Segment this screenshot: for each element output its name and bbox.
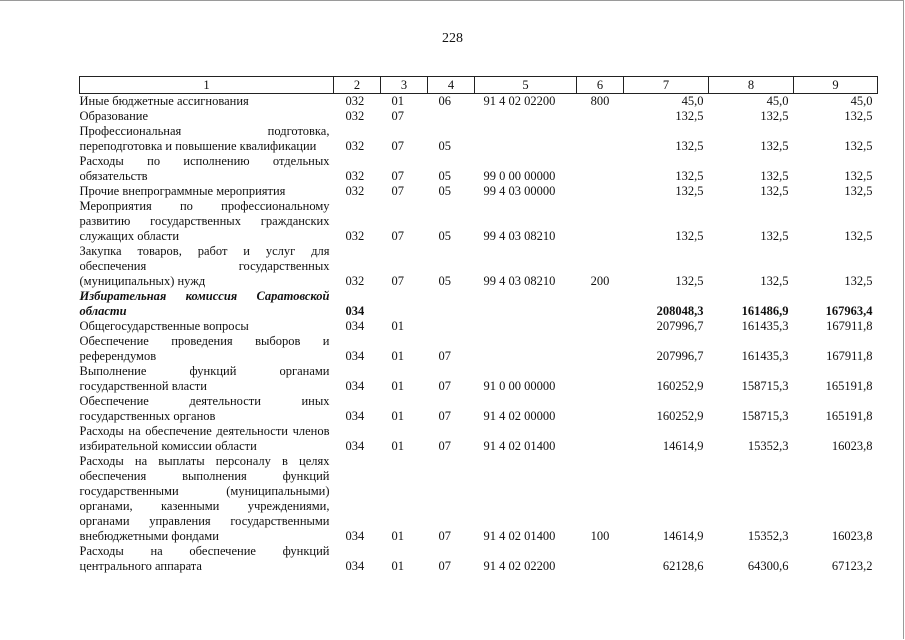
header-cell: 3 <box>381 77 428 94</box>
header-cell: 6 <box>577 77 624 94</box>
row-amount-col8-cell: 158715,3 <box>741 409 789 423</box>
row-ved-cell: 034 <box>345 529 365 543</box>
row-amount-col8-cell: 64300,6 <box>747 559 789 573</box>
table-row <box>80 109 878 124</box>
row-ved-cell: 032 <box>345 274 365 288</box>
row-amount-col9-cell: 167963,4 <box>825 304 873 318</box>
row-section-cell: 07 <box>391 139 404 153</box>
row-target-code-cell: 91 0 00 00000 <box>483 379 556 393</box>
row-amount-col7-cell: 132,5 <box>675 229 704 243</box>
row-name-cell: Обеспечение проведения выборов и референдумов <box>79 334 330 363</box>
row-amount-col9-cell: 167911,8 <box>826 319 873 333</box>
row-name-cell: Обеспечение деятельности иных государственных органов <box>79 394 330 423</box>
row-section-cell: 07 <box>391 184 404 198</box>
header-cell: 5 <box>475 77 577 94</box>
row-target-code-cell: 91 4 02 00000 <box>483 409 556 423</box>
row-expense-type-cell <box>577 289 624 319</box>
header-cell: 8 <box>709 77 794 94</box>
row-section-cell: 01 <box>391 379 404 393</box>
row-name-cell: Прочие внепрограммные мероприятия <box>79 184 286 198</box>
row-amount-col8-cell: 132,5 <box>760 229 789 243</box>
row-amount-col8-cell: 45,0 <box>766 94 789 108</box>
row-name-cell: Расходы по исполнению отдельных обязательств <box>79 154 330 183</box>
row-expense-type-cell <box>577 394 624 424</box>
row-ved-cell: 032 <box>345 184 365 198</box>
table-row <box>80 289 878 319</box>
row-section-cell: 01 <box>391 439 404 453</box>
row-amount-col9-cell: 16023,8 <box>831 529 873 543</box>
row-amount-col7-cell: 132,5 <box>675 169 704 183</box>
row-amount-col8-cell: 15352,3 <box>747 529 789 543</box>
row-name-cell: Общегосударственные вопросы <box>79 319 249 333</box>
row-section-cell: 01 <box>391 94 404 108</box>
row-ved-cell: 034 <box>345 319 365 333</box>
row-name-cell: Закупка товаров, работ и услуг для обеспечения государственных (муниципальных) нужд <box>79 244 330 288</box>
header-cell: 1 <box>80 77 334 94</box>
row-amount-col7-cell: 207996,7 <box>656 349 704 363</box>
row-amount-col7-cell: 208048,3 <box>656 304 704 318</box>
row-expense-type-cell <box>577 184 624 199</box>
row-expense-type-cell <box>577 154 624 184</box>
row-name-cell: Иные бюджетные ассигнования <box>79 94 249 108</box>
header-cell: 9 <box>794 77 878 94</box>
row-expense-type-cell: 800 <box>590 94 610 108</box>
row-name-cell: Образование <box>79 109 149 123</box>
row-subsection-cell: 05 <box>438 274 451 288</box>
row-target-code-cell <box>475 109 577 124</box>
row-expense-type-cell <box>577 199 624 244</box>
row-section-cell: 07 <box>391 109 404 123</box>
row-amount-col8-cell: 132,5 <box>760 274 789 288</box>
table-row <box>80 124 878 154</box>
row-amount-col7-cell: 132,5 <box>675 184 704 198</box>
row-name-cell: Расходы на выплаты персоналу в целях обеспечения выполнения функций государственными (муниципальными) органами, казенными учреждениями, органами управления государственными внебюджетными фондами <box>79 454 330 543</box>
row-target-code-cell: 99 4 03 08210 <box>483 274 556 288</box>
row-expense-type-cell <box>577 319 624 334</box>
row-amount-col8-cell: 132,5 <box>760 139 789 153</box>
table-row <box>80 394 878 424</box>
row-expense-type-cell <box>577 424 624 454</box>
row-expense-type-cell <box>577 364 624 394</box>
row-target-code-cell <box>475 319 577 334</box>
row-amount-col9-cell: 132,5 <box>844 169 873 183</box>
header-cell: 2 <box>334 77 381 94</box>
row-ved-cell: 034 <box>345 304 365 318</box>
row-ved-cell: 032 <box>345 109 365 123</box>
row-section-cell: 01 <box>391 559 404 573</box>
page-number: 228 <box>442 31 463 46</box>
row-amount-col8-cell: 161486,9 <box>741 304 789 318</box>
row-amount-col9-cell: 167911,8 <box>826 349 873 363</box>
row-ved-cell: 034 <box>345 439 365 453</box>
row-name-cell: Расходы на обеспечение функций центрального аппарата <box>79 544 330 573</box>
row-ved-cell: 032 <box>345 94 365 108</box>
row-amount-col8-cell: 158715,3 <box>741 379 789 393</box>
row-section-cell: 07 <box>391 229 404 243</box>
row-amount-col7-cell: 45,0 <box>681 94 704 108</box>
row-section-cell: 01 <box>391 319 404 333</box>
table-row <box>80 184 878 199</box>
table-body <box>80 94 878 575</box>
row-target-code-cell <box>475 334 577 364</box>
table-row <box>80 154 878 184</box>
row-amount-col7-cell: 14614,9 <box>662 439 704 453</box>
row-target-code-cell: 99 4 03 00000 <box>483 184 556 198</box>
row-target-code-cell: 99 0 00 00000 <box>483 169 556 183</box>
row-ved-cell: 032 <box>345 169 365 183</box>
row-expense-type-cell: 200 <box>590 274 610 288</box>
row-name-cell: Расходы на обеспечение деятельности членов избирательной комиссии области <box>79 424 330 453</box>
row-amount-col7-cell: 132,5 <box>675 139 704 153</box>
row-subsection-cell: 06 <box>438 94 451 108</box>
header-cell: 7 <box>624 77 709 94</box>
row-amount-col8-cell: 15352,3 <box>747 439 789 453</box>
row-subsection-cell: 07 <box>438 529 451 543</box>
row-amount-col9-cell: 132,5 <box>844 229 873 243</box>
row-subsection-cell: 05 <box>438 184 451 198</box>
row-amount-col9-cell: 165191,8 <box>825 379 873 393</box>
row-amount-col9-cell: 132,5 <box>844 274 873 288</box>
row-target-code-cell: 91 4 02 01400 <box>483 529 556 543</box>
row-amount-col7-cell: 160252,9 <box>656 379 704 393</box>
row-amount-col8-cell: 132,5 <box>760 109 789 123</box>
row-ved-cell: 034 <box>345 409 365 423</box>
row-amount-col9-cell: 132,5 <box>844 109 873 123</box>
row-amount-col9-cell: 45,0 <box>850 94 873 108</box>
row-amount-col7-cell: 160252,9 <box>656 409 704 423</box>
row-target-code-cell <box>475 124 577 154</box>
row-amount-col7-cell: 207996,7 <box>656 319 704 333</box>
row-subsection-cell <box>428 109 475 124</box>
row-amount-col9-cell: 16023,8 <box>831 439 873 453</box>
row-amount-col7-cell: 132,5 <box>675 274 704 288</box>
row-subsection-cell: 05 <box>438 139 451 153</box>
row-subsection-cell: 07 <box>438 409 451 423</box>
row-target-code-cell <box>475 289 577 319</box>
row-ved-cell: 034 <box>345 559 365 573</box>
row-amount-col9-cell: 165191,8 <box>825 409 873 423</box>
table-row <box>80 364 878 394</box>
table-row <box>80 319 878 334</box>
row-subsection-cell: 07 <box>438 439 451 453</box>
row-name-cell: Выполнение функций органами государственной власти <box>79 364 330 393</box>
table-row <box>80 244 878 289</box>
table-row <box>80 544 878 574</box>
table-row <box>80 334 878 364</box>
row-name-cell: Мероприятия по профессиональному развитию государственных гражданских служащих области <box>79 199 330 243</box>
row-amount-col7-cell: 14614,9 <box>662 529 704 543</box>
row-section-cell: 01 <box>391 529 404 543</box>
row-expense-type-cell <box>577 544 624 574</box>
row-target-code-cell: 91 4 02 02200 <box>483 559 556 573</box>
row-amount-col8-cell: 132,5 <box>760 169 789 183</box>
row-section-cell: 01 <box>391 409 404 423</box>
table-row <box>80 199 878 244</box>
table-row <box>80 424 878 454</box>
row-section-cell <box>381 289 428 319</box>
row-amount-col7-cell: 62128,6 <box>662 559 704 573</box>
table-row <box>80 454 878 544</box>
row-subsection-cell: 05 <box>438 169 451 183</box>
row-ved-cell: 032 <box>345 139 365 153</box>
row-section-cell: 01 <box>391 349 404 363</box>
table-header-row <box>80 77 878 94</box>
row-ved-cell: 034 <box>345 379 365 393</box>
row-subsection-cell: 05 <box>438 229 451 243</box>
budget-table <box>79 76 878 574</box>
row-target-code-cell: 91 4 02 01400 <box>483 439 556 453</box>
row-name-cell: Избирательная комиссия Саратовской области <box>79 289 330 318</box>
row-amount-col8-cell: 132,5 <box>760 184 789 198</box>
row-expense-type-cell <box>577 109 624 124</box>
header-cell: 4 <box>428 77 475 94</box>
row-amount-col9-cell: 67123,2 <box>831 559 873 573</box>
row-expense-type-cell <box>577 334 624 364</box>
row-subsection-cell: 07 <box>438 379 451 393</box>
row-amount-col7-cell: 132,5 <box>675 109 704 123</box>
row-subsection-cell <box>428 289 475 319</box>
row-section-cell: 07 <box>391 169 404 183</box>
row-ved-cell: 034 <box>345 349 365 363</box>
row-amount-col9-cell: 132,5 <box>844 184 873 198</box>
row-subsection-cell: 07 <box>438 349 451 363</box>
row-target-code-cell: 91 4 02 02200 <box>483 94 556 108</box>
row-subsection-cell <box>428 319 475 334</box>
row-amount-col9-cell: 132,5 <box>844 139 873 153</box>
row-name-cell: Профессиональная подготовка, переподготовка и повышение квалификации <box>79 124 330 153</box>
row-target-code-cell: 99 4 03 08210 <box>483 229 556 243</box>
row-subsection-cell: 07 <box>438 559 451 573</box>
row-amount-col8-cell: 161435,3 <box>741 319 789 333</box>
row-expense-type-cell <box>577 124 624 154</box>
row-ved-cell: 032 <box>345 229 365 243</box>
row-section-cell: 07 <box>391 274 404 288</box>
row-expense-type-cell: 100 <box>590 529 610 543</box>
table-row <box>80 94 878 110</box>
row-amount-col8-cell: 161435,3 <box>741 349 789 363</box>
